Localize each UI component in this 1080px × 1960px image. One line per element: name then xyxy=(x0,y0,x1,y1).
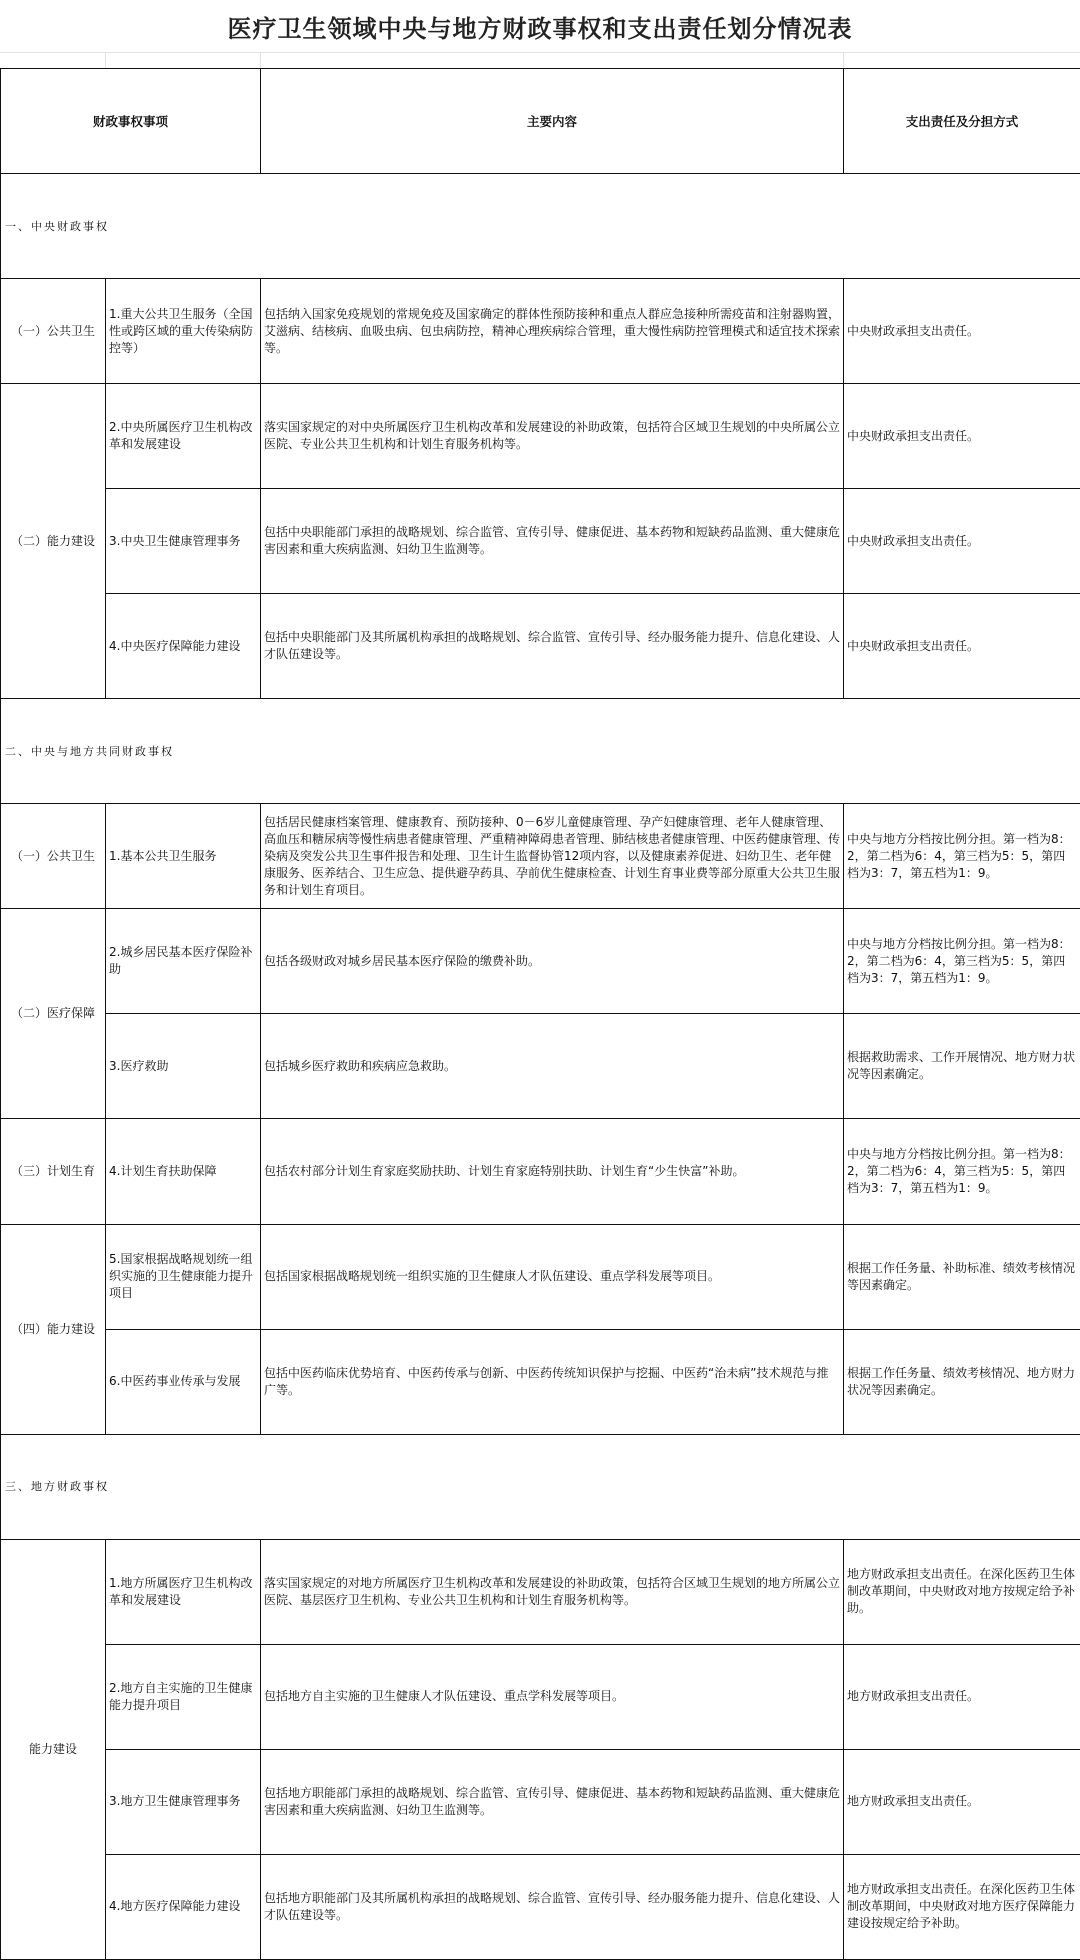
header-responsibility: 支出责任及分担方式 xyxy=(844,69,1080,174)
table-row xyxy=(1,909,1080,1014)
item-cell: 3.地方卫生健康管理事务 xyxy=(106,1749,261,1854)
item-cell: 6.中医药事业传承与发展 xyxy=(106,1329,261,1434)
responsibility-cell: 根据工作任务量、补助标准、绩效考核情况等因素确定。 xyxy=(844,1224,1080,1329)
section-label: 一、中央财政事权 xyxy=(1,174,1080,279)
category-cell: （三）计划生育 xyxy=(1,1119,106,1224)
table-row xyxy=(1,489,1080,594)
table-row xyxy=(1,1224,1080,1329)
responsibility-cell: 地方财政承担支出责任。 xyxy=(844,1749,1080,1854)
responsibility-cell: 中央与地方分档按比例分担。第一档为8：2，第二档为6：4，第三档为5：5，第四档为3：7，第五档为1：9。 xyxy=(844,909,1080,1014)
responsibility-cell: 根据救助需求、工作开展情况、地方财力状况等因素确定。 xyxy=(844,1014,1080,1119)
table-header-row xyxy=(1,69,1080,174)
content-cell: 落实国家规定的对地方所属医疗卫生机构改革和发展建设的补助政策，包括符合区域卫生规划的地方所属公立医院、基层医疗卫生机构、专业公共卫生机构和计划生育服务机构等。 xyxy=(261,1539,844,1644)
table-row xyxy=(1,1854,1080,1959)
item-cell: 4.计划生育扶助保障 xyxy=(106,1119,261,1224)
section-label: 二、中央与地方共同财政事权 xyxy=(1,699,1080,804)
item-cell: 1.地方所属医疗卫生机构改革和发展建设 xyxy=(106,1539,261,1644)
content-cell: 包括地方职能部门承担的战略规划、综合监管、宣传引导、健康促进、基本药物和短缺药品监测、重大健康危害因素和重大疾病监测、妇幼卫生监测等。 xyxy=(261,1749,844,1854)
category-cell: （一）公共卫生 xyxy=(1,279,106,384)
category-cell: （四）能力建设 xyxy=(1,1224,106,1434)
item-cell: 4.地方医疗保障能力建设 xyxy=(106,1854,261,1959)
category-cell: （二）医疗保障 xyxy=(1,909,106,1119)
section-row xyxy=(1,699,1080,804)
responsibility-cell: 中央与地方分档按比例分担。第一档为8：2，第二档为6：4，第三档为5：5，第四档为3：7，第五档为1：9。 xyxy=(844,804,1080,909)
content-cell: 包括各级财政对城乡居民基本医疗保险的缴费补助。 xyxy=(261,909,844,1014)
table-row xyxy=(1,384,1080,489)
responsibility-cell: 中央财政承担支出责任。 xyxy=(844,384,1080,489)
responsibility-cell: 地方财政承担支出责任。在深化医药卫生体制改革期间，中央财政对地方医疗保障能力建设按规定给予补助。 xyxy=(844,1854,1080,1959)
table-row xyxy=(1,279,1080,384)
table-row xyxy=(1,594,1080,699)
content-cell: 包括中央职能部门承担的战略规划、综合监管、宣传引导、健康促进、基本药物和短缺药品监测、重大健康危害因素和重大疾病监测、妇幼卫生监测等。 xyxy=(261,489,844,594)
responsibility-table xyxy=(0,68,1080,1960)
item-cell: 3.医疗救助 xyxy=(106,1014,261,1119)
page-title: 医疗卫生领域中央与地方财政事权和支出责任划分情况表 xyxy=(227,13,853,43)
responsibility-cell: 地方财政承担支出责任。在深化医药卫生体制改革期间，中央财政对地方按规定给予补助。 xyxy=(844,1539,1080,1644)
responsibility-cell: 根据工作任务量、绩效考核情况、地方财力状况等因素确定。 xyxy=(844,1329,1080,1434)
item-cell: 1.重大公共卫生服务（全国性或跨区域的重大传染病防控等） xyxy=(106,279,261,384)
table-row xyxy=(1,1119,1080,1224)
item-cell: 3.中央卫生健康管理事务 xyxy=(106,489,261,594)
content-cell: 包括中医药临床优势培育、中医药传承与创新、中医药传统知识保护与挖掘、中医药“治未病”技术规范与推广等。 xyxy=(261,1329,844,1434)
content-cell: 落实国家规定的对中央所属医疗卫生机构改革和发展建设的补助政策，包括符合区域卫生规划的中央所属公立医院、专业公共卫生机构和计划生育服务机构等。 xyxy=(261,384,844,489)
category-cell: （一）公共卫生 xyxy=(1,804,106,909)
header-matter: 财政事权事项 xyxy=(1,69,261,174)
responsibility-cell: 中央财政承担支出责任。 xyxy=(844,594,1080,699)
item-cell: 1.基本公共卫生服务 xyxy=(106,804,261,909)
content-cell: 包括城乡医疗救助和疾病应急救助。 xyxy=(261,1014,844,1119)
item-cell: 5.国家根据战略规划统一组织实施的卫生健康能力提升项目 xyxy=(106,1224,261,1329)
content-cell: 包括国家根据战略规划统一组织实施的卫生健康人才队伍建设、重点学科发展等项目。 xyxy=(261,1224,844,1329)
responsibility-cell: 中央财政承担支出责任。 xyxy=(844,279,1080,384)
content-cell: 包括纳入国家免疫规划的常规免疫及国家确定的群体性预防接种和重点人群应急接种所需疫苗和注射器购置，艾滋病、结核病、血吸虫病、包虫病防控，精神心理疾病综合管理，重大慢性病防控管理模式和适宜技术探索等。 xyxy=(261,279,844,384)
table-row xyxy=(1,1539,1080,1644)
content-cell: 包括农村部分计划生育家庭奖励扶助、计划生育家庭特别扶助、计划生育“少生快富”补助。 xyxy=(261,1119,844,1224)
table-row xyxy=(1,1329,1080,1434)
item-cell: 2.城乡居民基本医疗保险补助 xyxy=(106,909,261,1014)
section-row xyxy=(1,1434,1080,1539)
table-row xyxy=(1,1014,1080,1119)
item-cell: 2.地方自主实施的卫生健康能力提升项目 xyxy=(106,1644,261,1749)
content-cell: 包括中央职能部门及其所属机构承担的战略规划、综合监管、宣传引导、经办服务能力提升、信息化建设、人才队伍建设等。 xyxy=(261,594,844,699)
item-cell: 4.中央医疗保障能力建设 xyxy=(106,594,261,699)
table-row xyxy=(1,804,1080,909)
content-cell: 包括地方职能部门及其所属机构承担的战略规划、综合监管、宣传引导、经办服务能力提升、信息化建设、人才队伍建设等。 xyxy=(261,1854,844,1959)
content-cell: 包括地方自主实施的卫生健康人才队伍建设、重点学科发展等项目。 xyxy=(261,1644,844,1749)
responsibility-cell: 中央与地方分档按比例分担。第一档为8：2，第二档为6：4，第三档为5：5，第四档为3：7，第五档为1：9。 xyxy=(844,1119,1080,1224)
header-content: 主要内容 xyxy=(261,69,844,174)
table-row xyxy=(1,1749,1080,1854)
content-cell: 包括居民健康档案管理、健康教育、预防接种、0－6岁儿童健康管理、孕产妇健康管理、老年人健康管理、高血压和糖尿病等慢性病患者健康管理、严重精神障碍患者管理、肺结核患者健康管理、中医药健康管理、传染病及突发公共卫生事件报告和处理、卫生计生监督协管12项内容，以及健康素养促进、妇幼卫生、老年健康服务、医养结合、卫生应急、提供避孕药具、孕前优生健康检查、计划生育事业费等部分原重大公共卫生服务和计划生育项目。 xyxy=(261,804,844,909)
table-row xyxy=(1,1644,1080,1749)
table-body xyxy=(1,69,1080,1960)
section-label: 三、地方财政事权 xyxy=(1,1434,1080,1539)
sheet-grid-strip xyxy=(0,52,1080,69)
section-row xyxy=(1,174,1080,279)
responsibility-cell: 中央财政承担支出责任。 xyxy=(844,489,1080,594)
item-cell: 2.中央所属医疗卫生机构改革和发展建设 xyxy=(106,384,261,489)
category-cell: 能力建设 xyxy=(1,1539,106,1959)
responsibility-cell: 地方财政承担支出责任。 xyxy=(844,1644,1080,1749)
category-cell: （二）能力建设 xyxy=(1,384,106,699)
